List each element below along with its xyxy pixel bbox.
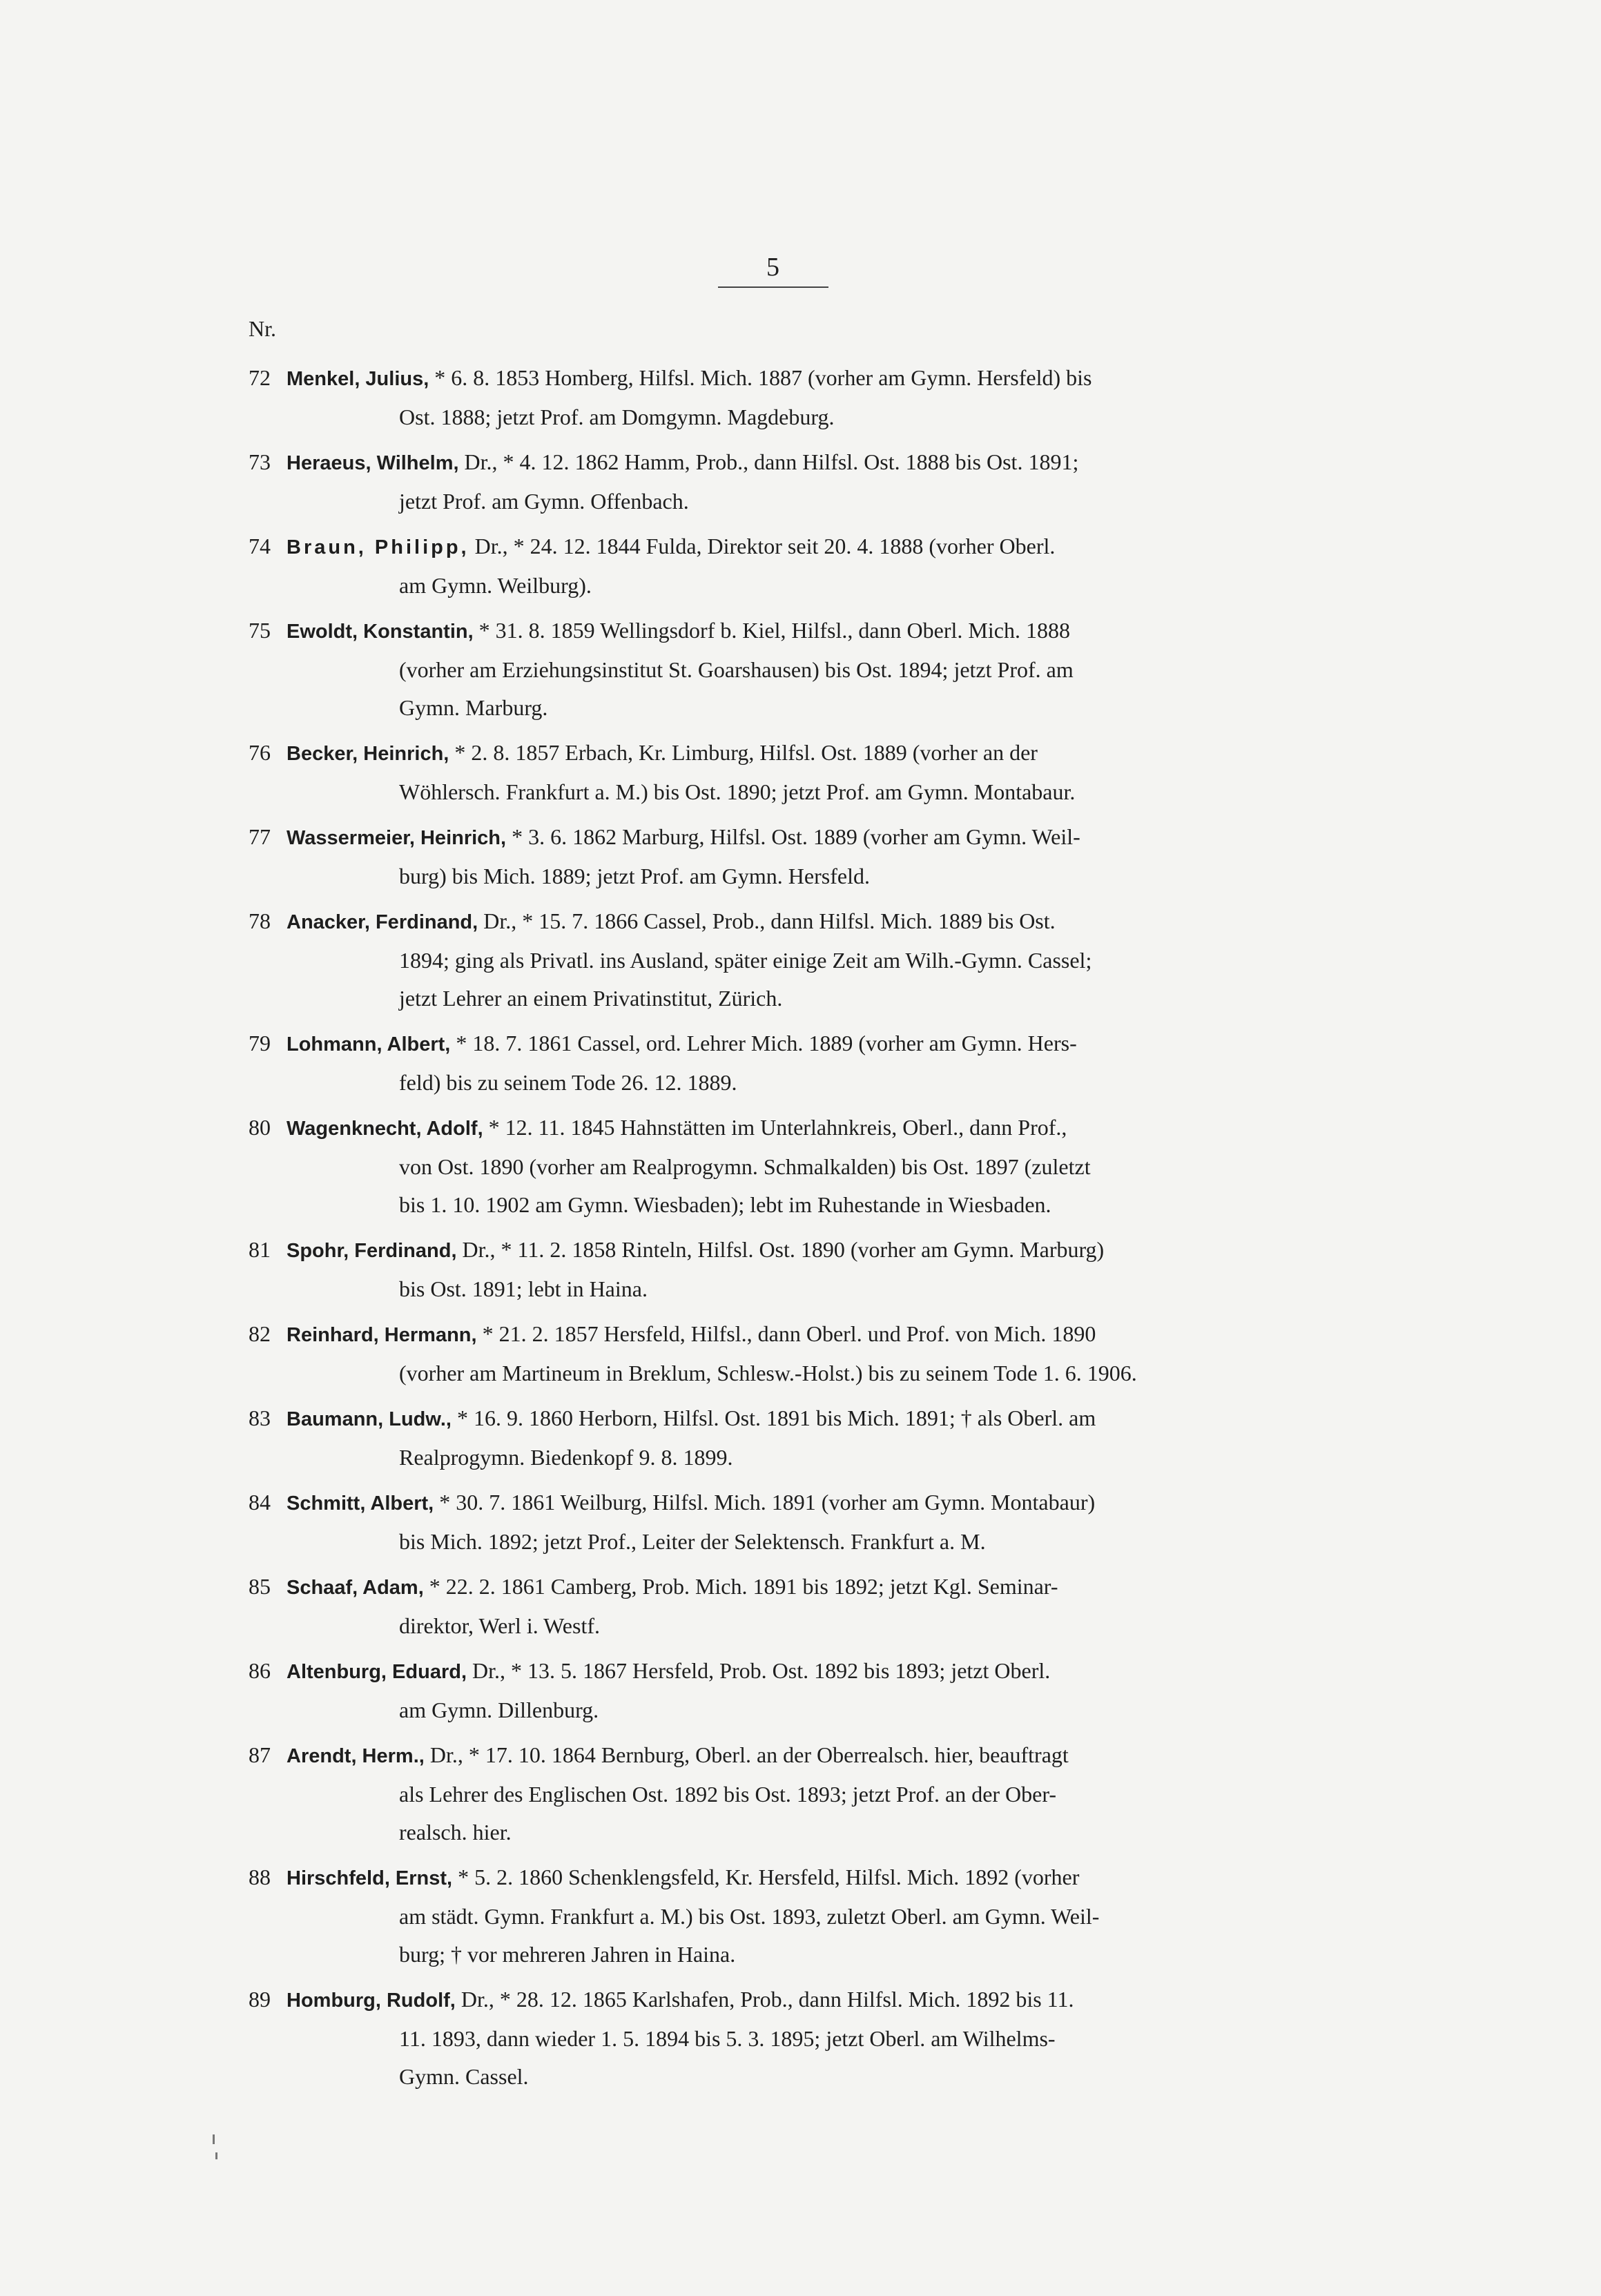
entry-text-line: * 6. 8. 1853 Homberg, Hilfsl. Mich. 1887 (vorher am Gymn. Hersfeld) bis	[434, 365, 1092, 390]
entry-text-line: am städt. Gymn. Frankfurt a. M.) bis Ost. 1893, zuletzt Oberl. am Gymn. Weil-	[399, 1904, 1100, 1929]
entry-text-line: burg) bis Mich. 1889; jetzt Prof. am Gymn. Hersfeld.	[399, 864, 870, 888]
entry-name: Lohmann, Albert,	[287, 1033, 451, 1055]
margin-mark	[215, 2152, 217, 2159]
entry-text-line: von Ost. 1890 (vorher am Realprogymn. Schmalkalden) bis Ost. 1897 (zuletzt	[399, 1154, 1091, 1179]
list-item	[249, 1736, 1298, 1851]
entry-number: 76	[249, 740, 271, 765]
entry-name: Altenburg, Eduard,	[287, 1661, 467, 1683]
entry-text-line: * 21. 2. 1857 Hersfeld, Hilfsl., dann Oberl. und Prof. von Mich. 1890	[482, 1321, 1096, 1346]
entry-name: Arendt, Herm.,	[287, 1745, 425, 1767]
entry-text-line: * 5. 2. 1860 Schenklengsfeld, Kr. Hersfeld, Hilfsl. Mich. 1892 (vorher	[458, 1865, 1080, 1889]
entry-text-line: * 30. 7. 1861 Weilburg, Hilfsl. Mich. 1891 (vorher am Gymn. Montabaur)	[439, 1490, 1096, 1515]
entry-text-line: jetzt Lehrer an einem Privatinstitut, Zürich.	[399, 986, 783, 1011]
entry-number: 87	[249, 1742, 271, 1767]
list-item	[249, 1399, 1298, 1477]
list-item	[249, 1231, 1298, 1308]
entry-number: 73	[249, 449, 271, 474]
entry-name: Anacker, Ferdinand,	[287, 911, 478, 933]
entry-number: 88	[249, 1865, 271, 1889]
page-number-rule	[718, 286, 828, 288]
list-item	[249, 818, 1298, 895]
entry-number: 74	[249, 534, 271, 558]
list-item	[249, 443, 1298, 521]
entry-text-line: * 18. 7. 1861 Cassel, ord. Lehrer Mich. 1889 (vorher am Gymn. Hers-	[456, 1031, 1077, 1055]
entry-text-line: Gymn. Marburg.	[399, 695, 548, 720]
entry-text-line: Realprogymn. Biedenkopf 9. 8. 1899.	[399, 1445, 733, 1470]
entry-text-line: als Lehrer des Englischen Ost. 1892 bis Ost. 1893; jetzt Prof. an der Ober-	[399, 1782, 1057, 1807]
column-header-nr: Nr.	[249, 316, 276, 341]
entry-number: 81	[249, 1237, 271, 1262]
entry-name: Braun, Philipp,	[287, 536, 469, 558]
entry-text-line: Dr., * 11. 2. 1858 Rinteln, Hilfsl. Ost. 1890 (vorher am Gymn. Marburg)	[462, 1237, 1105, 1262]
entry-number: 82	[249, 1321, 271, 1346]
entry-name: Wassermeier, Heinrich,	[287, 827, 507, 849]
entry-name: Spohr, Ferdinand,	[287, 1240, 457, 1262]
entry-text-line: 11. 1893, dann wieder 1. 5. 1894 bis 5. 3. 1895; jetzt Oberl. am Wilhelms-	[399, 2026, 1056, 2051]
entry-text-line: Dr., * 28. 12. 1865 Karlshafen, Prob., dann Hilfsl. Mich. 1892 bis 11.	[460, 1987, 1074, 2012]
entry-text-line: * 31. 8. 1859 Wellingsdorf b. Kiel, Hilfsl., dann Oberl. Mich. 1888	[478, 618, 1070, 643]
page-number: 5	[766, 253, 780, 282]
entry-number: 72	[249, 365, 271, 390]
entry-number: 84	[249, 1490, 271, 1515]
list-item	[249, 612, 1298, 727]
entry-text-line: Dr., * 17. 10. 1864 Bernburg, Oberl. an der Oberrealsch. hier, beauftragt	[429, 1742, 1069, 1767]
entry-name: Homburg, Rudolf,	[287, 1989, 456, 2012]
list-item	[249, 1858, 1298, 1974]
entry-text-line: burg; † vor mehreren Jahren in Haina.	[399, 1942, 736, 1967]
entry-text-line: Gymn. Cassel.	[399, 2064, 529, 2089]
entry-text-line: jetzt Prof. am Gymn. Offenbach.	[399, 489, 689, 514]
entry-text-line: direktor, Werl i. Westf.	[399, 1613, 600, 1638]
entry-text-line: bis 1. 10. 1902 am Gymn. Wiesbaden); lebt im Ruhestande in Wiesbaden.	[399, 1192, 1051, 1217]
entry-name: Wagenknecht, Adolf,	[287, 1118, 483, 1140]
entry-text-line: Dr., * 24. 12. 1844 Fulda, Direktor seit 20. 4. 1888 (vorher Oberl.	[474, 534, 1056, 558]
entry-name: Becker, Heinrich,	[287, 743, 449, 765]
list-item	[249, 1568, 1298, 1645]
margin-mark	[213, 2134, 215, 2144]
list-item	[249, 734, 1298, 811]
entry-text-line: bis Ost. 1891; lebt in Haina.	[399, 1276, 648, 1301]
list-item	[249, 1315, 1298, 1392]
entry-name: Reinhard, Hermann,	[287, 1324, 477, 1346]
entry-number: 80	[249, 1115, 271, 1140]
list-item	[249, 902, 1298, 1018]
list-item	[249, 1109, 1298, 1224]
list-item	[249, 527, 1298, 605]
entry-text-line: Ost. 1888; jetzt Prof. am Domgymn. Magdeburg.	[399, 405, 835, 429]
entry-text-line: * 16. 9. 1860 Herborn, Hilfsl. Ost. 1891 bis Mich. 1891; † als Oberl. am	[456, 1405, 1096, 1430]
entry-number: 77	[249, 824, 271, 849]
entry-name: Baumann, Ludw.,	[287, 1408, 452, 1430]
entry-text-line: bis Mich. 1892; jetzt Prof., Leiter der Selektensch. Frankfurt a. M.	[399, 1529, 986, 1554]
list-item	[249, 1981, 1298, 2096]
entry-text-line: * 12. 11. 1845 Hahnstätten im Unterlahnkreis, Oberl., dann Prof.,	[488, 1115, 1067, 1140]
entry-text-line: (vorher am Martineum in Breklum, Schlesw.-Holst.) bis zu seinem Tode 1. 6. 1906.	[399, 1361, 1137, 1385]
entry-name: Hirschfeld, Ernst,	[287, 1867, 453, 1889]
entry-number: 79	[249, 1031, 271, 1055]
entry-name: Schmitt, Albert,	[287, 1492, 434, 1515]
entry-name: Heraeus, Wilhelm,	[287, 452, 459, 474]
entry-text-line: (vorher am Erziehungsinstitut St. Goarshausen) bis Ost. 1894; jetzt Prof. am	[399, 657, 1074, 682]
entry-number: 89	[249, 1987, 271, 2012]
entry-text-line: Dr., * 15. 7. 1866 Cassel, Prob., dann Hilfsl. Mich. 1889 bis Ost.	[483, 908, 1056, 933]
list-item	[249, 359, 1298, 436]
entry-list	[249, 359, 1298, 2103]
entry-number: 86	[249, 1658, 271, 1683]
list-item	[249, 1483, 1298, 1561]
entry-text-line: 1894; ging als Privatl. ins Ausland, später einige Zeit am Wilh.-Gymn. Cassel;	[399, 948, 1092, 973]
entry-name: Menkel, Julius,	[287, 368, 429, 390]
entry-name: Schaaf, Adam,	[287, 1577, 424, 1599]
entry-number: 85	[249, 1574, 271, 1599]
entry-text-line: Wöhlersch. Frankfurt a. M.) bis Ost. 1890; jetzt Prof. am Gymn. Montabaur.	[399, 779, 1076, 804]
entry-text-line: am Gymn. Weilburg).	[399, 573, 592, 598]
entry-text-line: feld) bis zu seinem Tode 26. 12. 1889.	[399, 1070, 737, 1095]
entry-text-line: Dr., * 4. 12. 1862 Hamm, Prob., dann Hilfsl. Ost. 1888 bis Ost. 1891;	[464, 449, 1079, 474]
list-item	[249, 1652, 1298, 1729]
entry-number: 78	[249, 908, 271, 933]
list-item	[249, 1024, 1298, 1102]
entry-text-line: am Gymn. Dillenburg.	[399, 1697, 599, 1722]
entry-number: 83	[249, 1405, 271, 1430]
entry-text-line: Dr., * 13. 5. 1867 Hersfeld, Prob. Ost. 1892 bis 1893; jetzt Oberl.	[472, 1658, 1051, 1683]
entry-text-line: * 2. 8. 1857 Erbach, Kr. Limburg, Hilfsl. Ost. 1889 (vorher an der	[454, 740, 1038, 765]
entry-text-line: * 3. 6. 1862 Marburg, Hilfsl. Ost. 1889 (vorher am Gymn. Weil-	[512, 824, 1080, 849]
entry-number: 75	[249, 618, 271, 643]
entry-name: Ewoldt, Konstantin,	[287, 621, 474, 643]
entry-text-line: * 22. 2. 1861 Camberg, Prob. Mich. 1891 bis 1892; jetzt Kgl. Seminar-	[429, 1574, 1058, 1599]
entry-text-line: realsch. hier.	[399, 1820, 512, 1845]
